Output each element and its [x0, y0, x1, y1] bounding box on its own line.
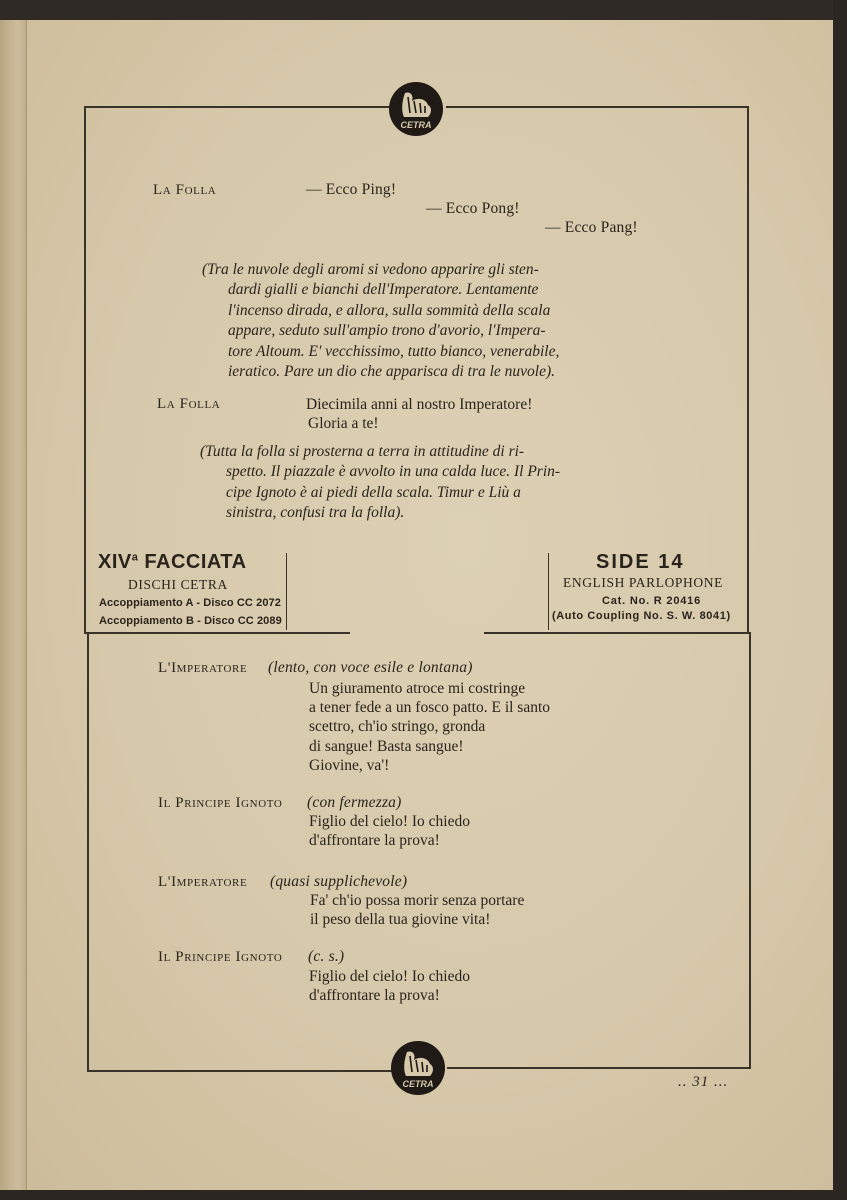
verse-line: d'affrontare la prova! — [309, 987, 440, 1004]
verse-line: Un giuramento atroce mi costringe — [309, 680, 526, 697]
verse-block — [306, 395, 532, 433]
verse-line: Figlio del cielo! Io chiedo — [309, 968, 470, 985]
cetra-logo-icon — [388, 81, 444, 137]
catalog-number: Cat. No. R 20416 — [602, 595, 702, 607]
stage-line: dardi gialli e bianchi dell'Imperatore. Lentamente — [228, 281, 539, 299]
stage-line: sinistra, confusi tra la folla). — [226, 504, 405, 522]
coupling-b: Accoppiamento B - Disco CC 2089 — [99, 615, 282, 627]
frame-rule — [87, 1070, 393, 1072]
page-number: .. 31 ... — [678, 1074, 729, 1090]
frame-rule — [87, 632, 89, 1072]
crowd-shout: — Ecco Pong! — [426, 200, 520, 217]
speaker-principe-ignoto: Il Principe Ignoto — [158, 949, 283, 965]
stage-line: spetto. Il piazzale è avvolto in una calda luce. Il Prin- — [226, 463, 561, 481]
verse-line: scettro, ch'io stringo, gronda — [309, 718, 486, 736]
verse-line: di sangue! Basta sangue! — [309, 737, 464, 755]
verse-line: Fa' ch'io possa morir senza portare — [310, 892, 525, 909]
stage-line: (Tra le nuvole degli aromi si vedono apparire gli sten- — [202, 261, 539, 278]
side-title-word: FACCIATA — [138, 551, 247, 573]
crowd-shout: — Ecco Pang! — [545, 219, 638, 236]
side-title-sup: a — [131, 551, 139, 564]
coupling-a: Accoppiamento A - Disco CC 2072 — [99, 597, 281, 609]
frame-rule — [484, 632, 749, 634]
frame-rule — [749, 632, 751, 1068]
stage-line: tore Altoum. E' vecchissimo, tutto bianco, venerabile, — [228, 342, 560, 360]
verse-line: Giovine, va'! — [309, 756, 390, 774]
label-dischi-cetra: DISCHI CETRA — [128, 577, 228, 592]
side-title-en: SIDE 14 — [596, 551, 685, 573]
frame-rule — [84, 632, 350, 634]
header-divider-right — [548, 553, 549, 630]
logo-text: CETRA — [402, 1079, 434, 1089]
stage-direction — [202, 260, 638, 382]
verse-block — [309, 679, 550, 775]
label-english-parlophone: ENGLISH PARLOPHONE — [563, 575, 723, 590]
cetra-logo-icon — [390, 1040, 446, 1096]
scan-border-top — [0, 0, 847, 20]
stage-line: ieratico. Pare un dio che apparisca di tra le nuvole). — [228, 363, 556, 381]
frame-rule — [747, 106, 749, 632]
stage-line: appare, seduto sull'ampio trono d'avorio, l'Impera- — [228, 322, 546, 340]
frame-rule — [84, 106, 86, 632]
stage-direction: (quasi supplichevole) — [270, 873, 408, 890]
verse-line: d'affrontare la prova! — [309, 832, 440, 849]
stage-line: (Tutta la folla si prosterna a terra in attitudine di ri- — [200, 443, 525, 460]
verse-block — [309, 812, 470, 850]
frame-rule — [446, 106, 748, 108]
speaker-principe-ignoto: Il Principe Ignoto — [158, 795, 283, 811]
speaker-la-folla: La Folla — [157, 396, 221, 412]
speaker-imperatore: L'Imperatore — [158, 874, 248, 890]
verse-line: Figlio del cielo! Io chiedo — [309, 813, 470, 830]
scan-border-bottom — [0, 1190, 847, 1200]
verse-line: il peso della tua giovine vita! — [310, 911, 491, 928]
verse-line: a tener fede a un fosco patto. E il santo — [309, 699, 551, 717]
speaker-imperatore: L'Imperatore — [158, 660, 248, 676]
binding-edge — [0, 20, 27, 1190]
stage-direction — [200, 442, 636, 524]
stage-direction: (con fermezza) — [307, 794, 402, 811]
verse-block — [310, 891, 524, 929]
crowd-shout: — Ecco Ping! — [306, 181, 397, 198]
stage-line: l'incenso dirada, e allora, sulla sommità della scala — [228, 301, 551, 319]
verse-block — [309, 967, 470, 1005]
side-title-number: XIV — [98, 551, 132, 573]
logo-text: CETRA — [400, 120, 432, 130]
auto-coupling: (Auto Coupling No. S. W. 8041) — [552, 610, 731, 622]
stage-line: cipe Ignoto è ai piedi della scala. Timur e Liù a — [226, 483, 521, 501]
side-title-it — [98, 551, 247, 574]
verse-line: Gloria a te! — [308, 415, 379, 432]
header-divider-left — [286, 553, 287, 630]
speaker-la-folla: La Folla — [153, 182, 217, 198]
frame-rule — [84, 106, 392, 108]
scan-border-right — [833, 0, 847, 1200]
verse-line: Diecimila anni al nostro Imperatore! — [306, 396, 533, 413]
frame-rule — [447, 1067, 751, 1069]
stage-direction: (lento, con voce esile e lontana) — [268, 659, 473, 676]
stage-direction: (c. s.) — [308, 948, 345, 965]
